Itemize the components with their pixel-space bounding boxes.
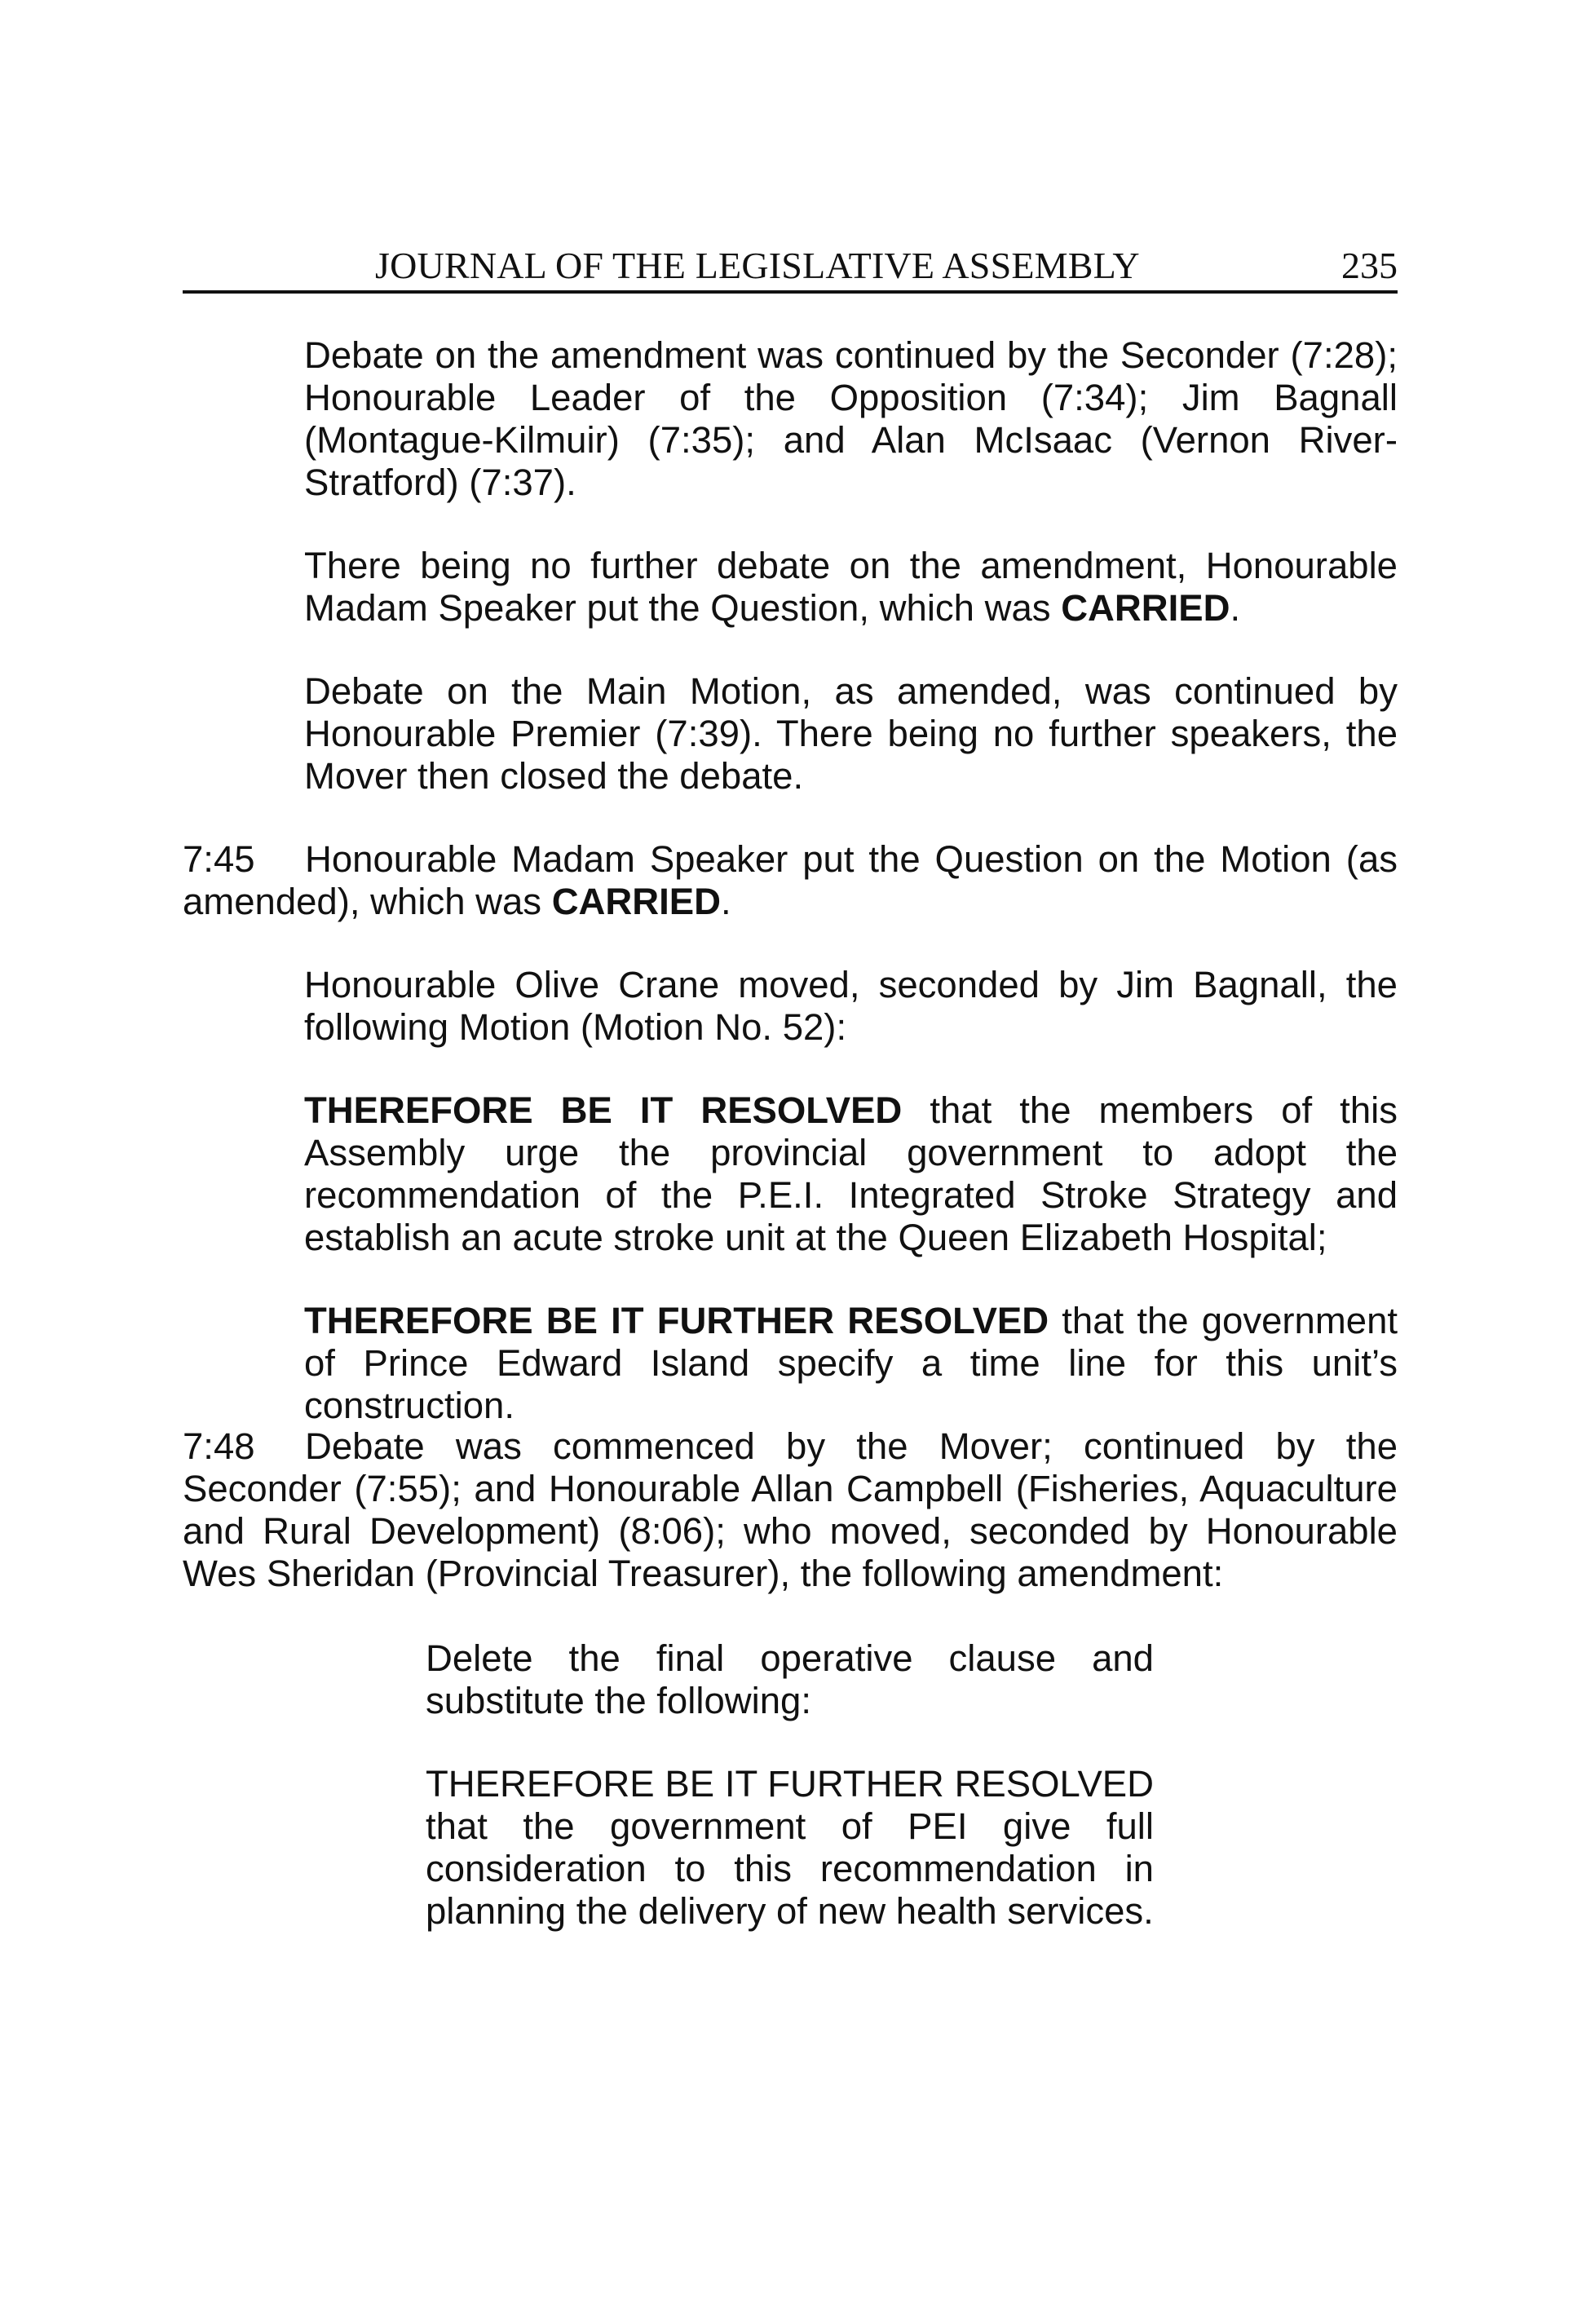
journal-title: JOURNAL OF THE LEGISLATIVE ASSEMBLY [375,245,1140,286]
debate-commenced-text: Debate was commenced by the Mover; continued by the Seconder (7:55); and Honourable Allan Campbell (Fisheries, Aquaculture and Rural Development) (8:06); who moved, seconded by Honourable Wes Sheridan (Provincial Treasurer), the following amendment: [183,1425,1398,1594]
timestamp-748: 7:48 [183,1425,255,1467]
timestamp-745: 7:45 [183,838,255,880]
page-number: 235 [1341,245,1398,286]
paragraph-debate-amendment: Debate on the amendment was continued by the Seconder (7:28); Honourable Leader of the Opposition (7:34); Jim Bagnall (Montague-Kilmuir) (7:35); and Alan McIsaac (Vernon River-Stratford) (7:37). [304,334,1398,503]
paragraph-main-motion-debate: Debate on the Main Motion, as amended, was continued by Honourable Premier (7:39). There being no further speakers, the Mover then closed the debate. [304,670,1398,797]
amendment-carried-text: There being no further debate on the amendment, Honourable Madam Speaker put the Question, which was [304,545,1398,629]
paragraph-further-resolved [304,1300,1398,1427]
paragraph-resolved [304,1089,1398,1259]
amendment-instruction: Delete the final operative clause and substitute the following: [426,1637,1154,1721]
further-resolved-text: that the government of Prince Edward Island specify a time line for this unit’s construction. [304,1300,1398,1426]
paragraph-amendment-carried [304,545,1398,630]
paragraph-debate-commenced [183,1425,1398,1595]
period: . [1230,587,1241,629]
motion-carried-text: Honourable Madam Speaker put the Question on the Motion (as amended), which was [183,838,1398,922]
resolved-text: that the members of this Assembly urge the provincial government to adopt the recommendation of the P.E.I. Integrated Stroke Strategy and establish an acute stroke unit at the Queen Elizabeth Hospital; [304,1089,1398,1258]
carried-label: CARRIED [551,881,721,922]
period: . [721,881,731,922]
paragraph-motion-52: Honourable Olive Crane moved, seconded by Jim Bagnall, the following Motion (Motion No. 52): [304,964,1398,1048]
resolved-heading: THEREFORE BE IT RESOLVED [304,1089,903,1131]
amendment-text: THEREFORE BE IT FURTHER RESOLVED that the government of PEI give full consideration to this recommendation in planning the delivery of new health services. [426,1763,1154,1932]
paragraph-motion-carried [183,838,1398,923]
carried-label: CARRIED [1061,587,1230,629]
further-resolved-heading: THEREFORE BE IT FURTHER RESOLVED [304,1300,1049,1341]
running-header [183,245,1398,294]
